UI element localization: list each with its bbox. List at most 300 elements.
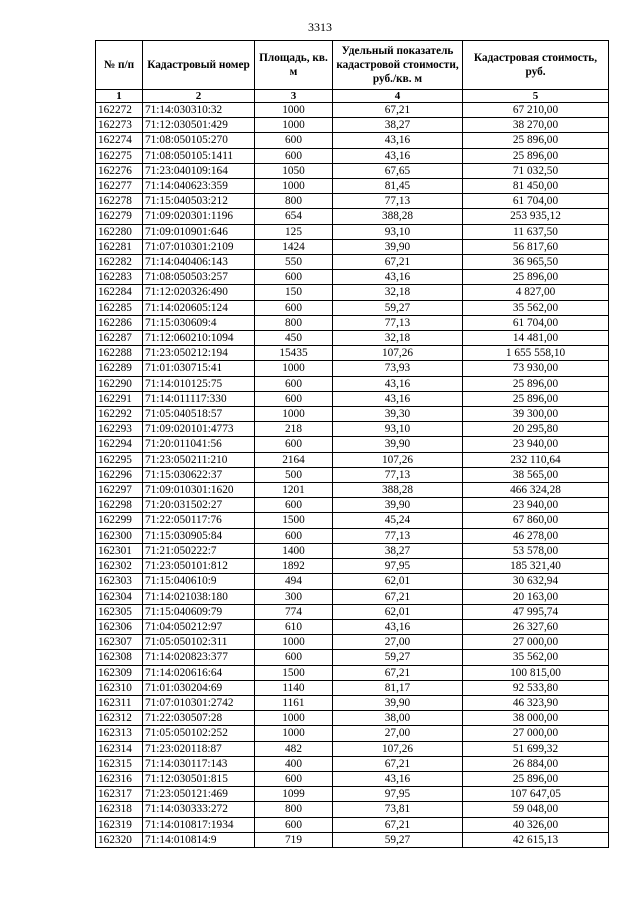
table-row [96,726,609,741]
row-index: 162320 [96,832,143,847]
cadastral-cost-value: 40 326,00 [463,817,609,832]
table-row [96,407,609,422]
cadastral-cost-value: 20 295,80 [463,422,609,437]
cadastral-number: 71:15:030905:84 [143,528,255,543]
cadastral-cost-value: 38 270,00 [463,118,609,133]
cadastral-number: 71:14:010814:9 [143,832,255,847]
unit-rate-value: 67,21 [333,817,463,832]
cadastral-cost-value: 4 827,00 [463,285,609,300]
unit-rate-value: 107,26 [333,452,463,467]
unit-rate-value: 77,13 [333,315,463,330]
area-value: 1000 [255,407,333,422]
area-value: 1140 [255,680,333,695]
cadastral-cost-value: 25 896,00 [463,270,609,285]
cadastral-cost-value: 81 450,00 [463,179,609,194]
unit-rate-value: 43,16 [333,148,463,163]
cadastral-number: 71:14:030310:32 [143,103,255,118]
row-index: 162303 [96,574,143,589]
unit-rate-value: 77,13 [333,194,463,209]
table-row [96,118,609,133]
area-value: 2164 [255,452,333,467]
cadastral-table [95,40,609,848]
row-index: 162285 [96,300,143,315]
table-row [96,331,609,346]
table-row [96,300,609,315]
area-value: 1050 [255,163,333,178]
cadastral-cost-value: 35 562,00 [463,300,609,315]
row-index: 162317 [96,787,143,802]
row-index: 162288 [96,346,143,361]
cadastral-cost-value: 466 324,28 [463,483,609,498]
unit-rate-value: 107,26 [333,346,463,361]
cadastral-number: 71:09:020101:4773 [143,422,255,437]
table-row [96,498,609,513]
row-index: 162289 [96,361,143,376]
cadastral-cost-value: 27 000,00 [463,726,609,741]
row-index: 162286 [96,315,143,330]
cadastral-cost-value: 26 327,60 [463,619,609,634]
unit-rate-value: 67,21 [333,589,463,604]
table-row [96,650,609,665]
cadastral-cost-value: 11 637,50 [463,224,609,239]
table-row [96,756,609,771]
row-index: 162295 [96,452,143,467]
cadastral-cost-value: 25 896,00 [463,771,609,786]
cadastral-number: 71:12:020326:490 [143,285,255,300]
row-index: 162277 [96,179,143,194]
table-row [96,619,609,634]
cadastral-number: 71:08:050105:270 [143,133,255,148]
area-value: 600 [255,376,333,391]
area-value: 1500 [255,665,333,680]
unit-rate-value: 67,65 [333,163,463,178]
cadastral-number: 71:14:020616:64 [143,665,255,680]
column-number: 3 [255,90,333,103]
cadastral-cost-value: 1 655 558,10 [463,346,609,361]
row-index: 162299 [96,513,143,528]
row-index: 162292 [96,407,143,422]
area-value: 125 [255,224,333,239]
cadastral-number: 71:14:040406:143 [143,255,255,270]
page-number: 3313 [308,20,332,34]
cadastral-number: 71:07:010301:2742 [143,695,255,710]
cadastral-number: 71:09:010901:646 [143,224,255,239]
unit-rate-value: 43,16 [333,619,463,634]
table-row [96,589,609,604]
row-index: 162307 [96,635,143,650]
table-row [96,255,609,270]
table-row [96,194,609,209]
cadastral-cost-value: 20 163,00 [463,589,609,604]
area-value: 600 [255,528,333,543]
row-index: 162309 [96,665,143,680]
row-index: 162298 [96,498,143,513]
table-row [96,680,609,695]
row-index: 162284 [96,285,143,300]
unit-rate-value: 97,95 [333,787,463,802]
area-value: 1161 [255,695,333,710]
row-index: 162282 [96,255,143,270]
cadastral-number: 71:08:050105:1411 [143,148,255,163]
table-row [96,574,609,589]
cadastral-number: 71:14:020823:377 [143,650,255,665]
table-row [96,635,609,650]
table-row [96,604,609,619]
area-value: 500 [255,467,333,482]
cadastral-cost-value: 25 896,00 [463,376,609,391]
area-value: 600 [255,391,333,406]
cadastral-cost-value: 56 817,60 [463,239,609,254]
header-unit-rate: Удельный показатель кадастровой стоимости, руб./кв. м [333,41,463,90]
area-value: 1099 [255,787,333,802]
cadastral-number: 71:23:050121:469 [143,787,255,802]
cadastral-cost-value: 38 565,00 [463,467,609,482]
table-row [96,437,609,452]
cadastral-cost-value: 73 930,00 [463,361,609,376]
cadastral-number: 71:14:010125:75 [143,376,255,391]
column-number: 1 [96,90,143,103]
area-value: 1424 [255,239,333,254]
unit-rate-value: 107,26 [333,741,463,756]
cadastral-number: 71:05:050102:252 [143,726,255,741]
cadastral-cost-value: 36 965,50 [463,255,609,270]
row-index: 162318 [96,802,143,817]
table-row [96,741,609,756]
unit-rate-value: 59,27 [333,300,463,315]
unit-rate-value: 39,90 [333,695,463,710]
table-row [96,163,609,178]
unit-rate-value: 43,16 [333,391,463,406]
cadastral-cost-value: 23 940,00 [463,437,609,452]
row-index: 162315 [96,756,143,771]
area-value: 1400 [255,543,333,558]
area-value: 600 [255,771,333,786]
row-index: 162291 [96,391,143,406]
cadastral-cost-value: 59 048,00 [463,802,609,817]
row-index: 162272 [96,103,143,118]
header-cadastral-cost: Кадастровая стоимость, руб. [463,41,609,90]
cadastral-number: 71:01:030204:69 [143,680,255,695]
row-index: 162273 [96,118,143,133]
row-index: 162297 [96,483,143,498]
cadastral-number: 71:12:030501:429 [143,118,255,133]
area-value: 600 [255,270,333,285]
area-value: 800 [255,315,333,330]
row-index: 162283 [96,270,143,285]
unit-rate-value: 97,95 [333,559,463,574]
table-row [96,148,609,163]
area-value: 1000 [255,179,333,194]
unit-rate-value: 77,13 [333,467,463,482]
unit-rate-value: 388,28 [333,483,463,498]
unit-rate-value: 43,16 [333,376,463,391]
cadastral-number: 71:22:050117:76 [143,513,255,528]
unit-rate-value: 93,10 [333,422,463,437]
area-value: 600 [255,148,333,163]
row-index: 162302 [96,559,143,574]
area-value: 1000 [255,711,333,726]
table-row [96,665,609,680]
cadastral-number: 71:14:040623:359 [143,179,255,194]
cadastral-cost-value: 232 110,64 [463,452,609,467]
row-index: 162314 [96,741,143,756]
column-number-row [96,90,609,103]
area-value: 1500 [255,513,333,528]
row-index: 162306 [96,619,143,634]
cadastral-number: 71:22:030507:28 [143,711,255,726]
area-value: 494 [255,574,333,589]
cadastral-number: 71:14:010817:1934 [143,817,255,832]
row-index: 162276 [96,163,143,178]
column-number: 4 [333,90,463,103]
header-index: № п/п [96,41,143,90]
cadastral-cost-value: 67 860,00 [463,513,609,528]
cadastral-number: 71:15:040503:212 [143,194,255,209]
row-index: 162316 [96,771,143,786]
unit-rate-value: 38,27 [333,118,463,133]
cadastral-number: 71:14:011117:330 [143,391,255,406]
cadastral-number: 71:08:050503:257 [143,270,255,285]
area-value: 1000 [255,635,333,650]
row-index: 162301 [96,543,143,558]
column-number: 2 [143,90,255,103]
area-value: 600 [255,437,333,452]
unit-rate-value: 43,16 [333,270,463,285]
cadastral-number: 71:12:060210:1094 [143,331,255,346]
cadastral-cost-value: 25 896,00 [463,148,609,163]
row-index: 162313 [96,726,143,741]
row-index: 162274 [96,133,143,148]
row-index: 162310 [96,680,143,695]
row-index: 162296 [96,467,143,482]
cadastral-number: 71:14:030117:143 [143,756,255,771]
cadastral-number: 71:14:030333:272 [143,802,255,817]
unit-rate-value: 62,01 [333,604,463,619]
area-value: 600 [255,650,333,665]
cadastral-cost-value: 46 323,90 [463,695,609,710]
unit-rate-value: 67,21 [333,665,463,680]
cadastral-number: 71:12:030501:815 [143,771,255,786]
table-row [96,133,609,148]
table-row [96,787,609,802]
cadastral-cost-value: 27 000,00 [463,635,609,650]
cadastral-number: 71:01:030715:41 [143,361,255,376]
area-value: 218 [255,422,333,437]
table-row [96,559,609,574]
cadastral-cost-value: 61 704,00 [463,315,609,330]
cadastral-cost-value: 23 940,00 [463,498,609,513]
unit-rate-value: 67,21 [333,756,463,771]
unit-rate-value: 43,16 [333,771,463,786]
cadastral-cost-value: 253 935,12 [463,209,609,224]
row-index: 162280 [96,224,143,239]
cadastral-number: 71:23:050212:194 [143,346,255,361]
row-index: 162275 [96,148,143,163]
area-value: 600 [255,133,333,148]
unit-rate-value: 81,45 [333,179,463,194]
row-index: 162305 [96,604,143,619]
unit-rate-value: 67,21 [333,255,463,270]
area-value: 1892 [255,559,333,574]
cadastral-cost-value: 38 000,00 [463,711,609,726]
unit-rate-value: 43,16 [333,133,463,148]
unit-rate-value: 59,27 [333,650,463,665]
table-row [96,209,609,224]
cadastral-cost-value: 42 615,13 [463,832,609,847]
cadastral-cost-value: 71 032,50 [463,163,609,178]
cadastral-cost-value: 61 704,00 [463,194,609,209]
header-cadastral-number: Кадастровый номер [143,41,255,90]
cadastral-number: 71:15:030609:4 [143,315,255,330]
cadastral-number: 71:14:021038:180 [143,589,255,604]
unit-rate-value: 38,27 [333,543,463,558]
table-row [96,528,609,543]
table-row [96,513,609,528]
unit-rate-value: 81,17 [333,680,463,695]
cadastral-cost-value: 51 699,32 [463,741,609,756]
cadastral-cost-value: 35 562,00 [463,650,609,665]
table-row [96,224,609,239]
area-value: 800 [255,802,333,817]
table-header-row [96,41,609,90]
area-value: 400 [255,756,333,771]
cadastral-cost-value: 26 884,00 [463,756,609,771]
unit-rate-value: 39,90 [333,498,463,513]
area-value: 774 [255,604,333,619]
row-index: 162304 [96,589,143,604]
area-value: 1000 [255,361,333,376]
unit-rate-value: 39,90 [333,239,463,254]
area-value: 150 [255,285,333,300]
table-row [96,832,609,847]
row-index: 162312 [96,711,143,726]
area-value: 600 [255,300,333,315]
cadastral-cost-value: 47 995,74 [463,604,609,619]
unit-rate-value: 388,28 [333,209,463,224]
area-value: 800 [255,194,333,209]
cadastral-cost-value: 14 481,00 [463,331,609,346]
cadastral-number: 71:23:050101:812 [143,559,255,574]
cadastral-number: 71:15:030622:37 [143,467,255,482]
area-value: 600 [255,817,333,832]
cadastral-cost-value: 53 578,00 [463,543,609,558]
table-row [96,285,609,300]
table-row [96,239,609,254]
table-row [96,771,609,786]
area-value: 600 [255,498,333,513]
cadastral-cost-value: 25 896,00 [463,391,609,406]
cadastral-cost-value: 39 300,00 [463,407,609,422]
row-index: 162308 [96,650,143,665]
table-row [96,452,609,467]
cadastral-number: 71:07:010301:2109 [143,239,255,254]
table-row [96,315,609,330]
row-index: 162319 [96,817,143,832]
area-value: 300 [255,589,333,604]
area-value: 482 [255,741,333,756]
unit-rate-value: 27,00 [333,635,463,650]
row-index: 162300 [96,528,143,543]
area-value: 450 [255,331,333,346]
row-index: 162287 [96,331,143,346]
cadastral-number: 71:20:031502:27 [143,498,255,513]
area-value: 1000 [255,726,333,741]
cadastral-number: 71:20:011041:56 [143,437,255,452]
table-row [96,179,609,194]
unit-rate-value: 67,21 [333,103,463,118]
unit-rate-value: 59,27 [333,832,463,847]
cadastral-cost-value: 92 533,80 [463,680,609,695]
cadastral-number: 71:04:050212:97 [143,619,255,634]
table-row [96,376,609,391]
area-value: 1201 [255,483,333,498]
area-value: 719 [255,832,333,847]
unit-rate-value: 32,18 [333,331,463,346]
table-row [96,467,609,482]
cadastral-number: 71:23:020118:87 [143,741,255,756]
table-row [96,817,609,832]
row-index: 162290 [96,376,143,391]
row-index: 162293 [96,422,143,437]
unit-rate-value: 39,30 [333,407,463,422]
cadastral-number: 71:05:050102:311 [143,635,255,650]
area-value: 550 [255,255,333,270]
unit-rate-value: 39,90 [333,437,463,452]
cadastral-cost-value: 107 647,05 [463,787,609,802]
cadastral-cost-value: 25 896,00 [463,133,609,148]
cadastral-number: 71:23:050211:210 [143,452,255,467]
area-value: 15435 [255,346,333,361]
cadastral-cost-value: 46 278,00 [463,528,609,543]
row-index: 162279 [96,209,143,224]
table-row [96,391,609,406]
area-value: 1000 [255,103,333,118]
cadastral-number: 71:05:040518:57 [143,407,255,422]
cadastral-number: 71:15:040609:79 [143,604,255,619]
header-area: Площадь, кв. м [255,41,333,90]
cadastral-number: 71:09:010301:1620 [143,483,255,498]
row-index: 162281 [96,239,143,254]
row-index: 162311 [96,695,143,710]
area-value: 610 [255,619,333,634]
cadastral-cost-value: 30 632,94 [463,574,609,589]
cadastral-cost-value: 185 321,40 [463,559,609,574]
unit-rate-value: 38,00 [333,711,463,726]
row-index: 162294 [96,437,143,452]
cadastral-number: 71:09:020301:1196 [143,209,255,224]
cadastral-number: 71:15:040610:9 [143,574,255,589]
unit-rate-value: 93,10 [333,224,463,239]
table-row [96,711,609,726]
cadastral-cost-value: 100 815,00 [463,665,609,680]
unit-rate-value: 27,00 [333,726,463,741]
table-row [96,483,609,498]
table-body [96,103,609,848]
unit-rate-value: 73,93 [333,361,463,376]
area-value: 1000 [255,118,333,133]
unit-rate-value: 32,18 [333,285,463,300]
column-number: 5 [463,90,609,103]
cadastral-number: 71:23:040109:164 [143,163,255,178]
cadastral-number: 71:14:020605:124 [143,300,255,315]
table-row [96,346,609,361]
cadastral-cost-value: 67 210,00 [463,103,609,118]
unit-rate-value: 45,24 [333,513,463,528]
cadastral-number: 71:21:050222:7 [143,543,255,558]
table-row [96,695,609,710]
unit-rate-value: 77,13 [333,528,463,543]
unit-rate-value: 73,81 [333,802,463,817]
